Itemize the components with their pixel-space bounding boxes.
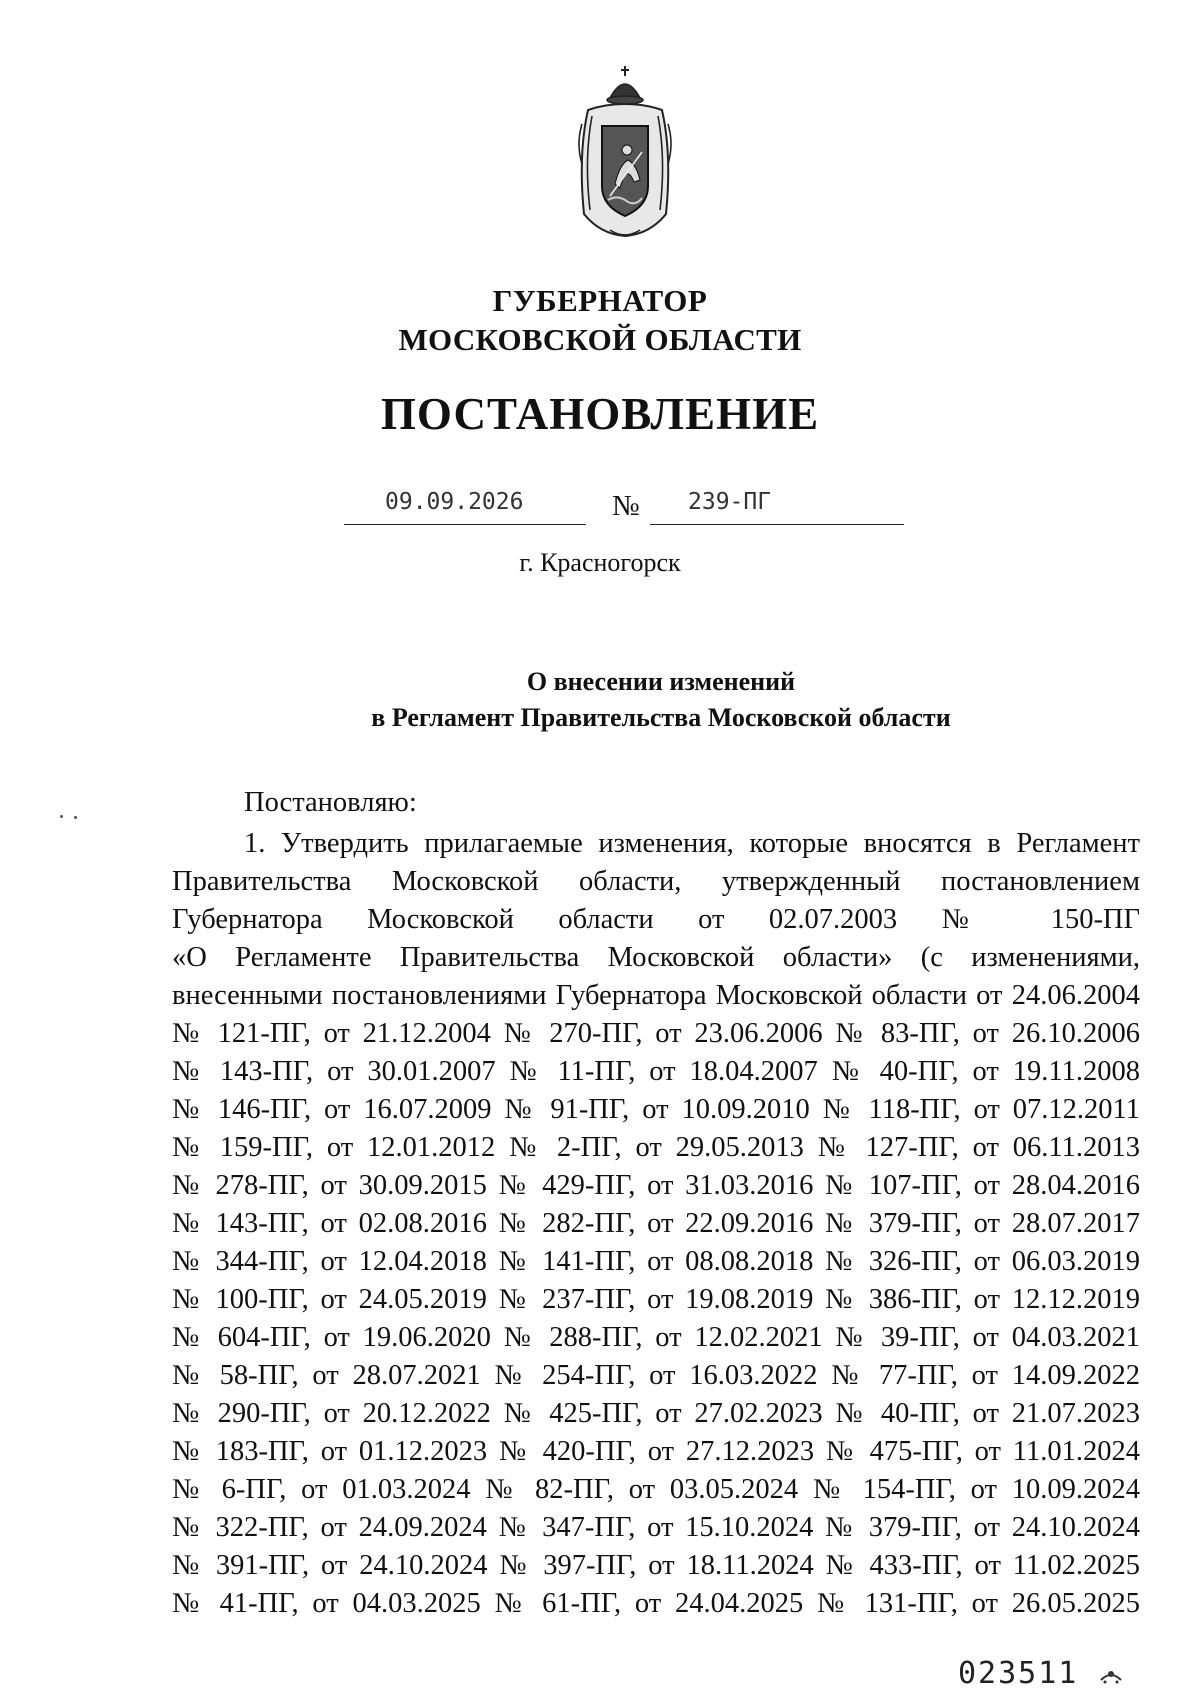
body-line: 1. Утвердить прилагаемые изменения, которые вносятся в Регламент [244, 828, 1140, 859]
body-line: № 183-ПГ, от 01.12.2023 № 420-ПГ, от 27.12.2023 № 475-ПГ, от 11.01.2024 [172, 1436, 1140, 1467]
body-line: № 391-ПГ, от 24.10.2024 № 397-ПГ, от 18.11.2024 № 433-ПГ, от 11.02.2025 [172, 1550, 1140, 1581]
document-number: 239-ПГ [688, 489, 772, 515]
body-line: № 121-ПГ, от 21.12.2004 № 270-ПГ, от 23.06.2006 № 83-ПГ, от 26.10.2006 [172, 1018, 1140, 1049]
document-type-title: ПОСТАНОВЛЕНИЕ [380, 389, 820, 439]
number-underline [650, 524, 904, 525]
coat-of-arms-icon [570, 64, 680, 240]
subject-line1: О внесении изменений [526, 667, 796, 696]
body-line: Губернатора Московской области от 02.07.2003 № 150-ПГ [172, 904, 1140, 935]
body-line: внесенными постановлениями Губернатора Московской области от 24.06.2004 [172, 980, 1140, 1011]
body-line: Правительства Московской области, утвержденный постановлением [172, 866, 1140, 897]
serial-number-stamp: 023511 [958, 1656, 1079, 1691]
number-sign: № [612, 490, 640, 522]
body-line: № 100-ПГ, от 24.05.2019 № 237-ПГ, от 19.08.2019 № 386-ПГ, от 12.12.2019 [172, 1284, 1140, 1315]
body-line: № 290-ПГ, от 20.12.2022 № 425-ПГ, от 27.02.2023 № 40-ПГ, от 21.07.2023 [172, 1398, 1140, 1429]
authority-title-line1: ГУБЕРНАТОР [492, 283, 708, 318]
body-line: № 146-ПГ, от 16.07.2009 № 91-ПГ, от 10.09.2010 № 118-ПГ, от 07.12.2011 [172, 1094, 1140, 1125]
body-line: № 322-ПГ, от 24.09.2024 № 347-ПГ, от 15.10.2024 № 379-ПГ, от 24.10.2024 [172, 1512, 1140, 1543]
authority-title-line2: МОСКОВСКОЙ ОБЛАСТИ [398, 322, 802, 357]
body-paragraph [172, 825, 1140, 1623]
document-date: 09.09.2026 [385, 489, 524, 515]
decorative-mark-icon [1099, 1666, 1123, 1686]
body-line: № 159-ПГ, от 12.01.2012 № 2-ПГ, от 29.05.2013 № 127-ПГ, от 06.11.2013 [172, 1132, 1140, 1163]
body-line: № 143-ПГ, от 30.01.2007 № 11-ПГ, от 18.04.2007 № 40-ПГ, от 19.11.2008 [172, 1056, 1140, 1087]
body-line: № 278-ПГ, от 30.09.2015 № 429-ПГ, от 31.03.2016 № 107-ПГ, от 28.04.2016 [172, 1170, 1140, 1201]
body-line: № 41-ПГ, от 04.03.2025 № 61-ПГ, от 24.04.2025 № 131-ПГ, от 26.05.2025 [172, 1588, 1140, 1619]
body-line: № 6-ПГ, от 01.03.2024 № 82-ПГ, от 03.05.2024 № 154-ПГ, от 10.09.2024 [172, 1474, 1140, 1505]
body-line: № 58-ПГ, от 28.07.2021 № 254-ПГ, от 16.03.2022 № 77-ПГ, от 14.09.2022 [172, 1360, 1140, 1391]
body-line: № 143-ПГ, от 02.08.2016 № 282-ПГ, от 22.09.2016 № 379-ПГ, от 28.07.2017 [172, 1208, 1140, 1239]
resolve-clause: Постановляю: [244, 787, 417, 818]
body-line: № 344-ПГ, от 12.04.2018 № 141-ПГ, от 08.08.2018 № 326-ПГ, от 06.03.2019 [172, 1246, 1140, 1277]
scan-speck [74, 816, 77, 819]
date-underline [344, 524, 586, 525]
body-line: «О Регламенте Правительства Московской области» (с изменениями, [172, 942, 1140, 973]
body-line: № 604-ПГ, от 19.06.2020 № 288-ПГ, от 12.02.2021 № 39-ПГ, от 04.03.2021 [172, 1322, 1140, 1353]
subject-line2: в Регламент Правительства Московской области [371, 703, 951, 732]
scan-speck [60, 815, 63, 818]
place-of-issue: г. Красногорск [519, 548, 681, 577]
